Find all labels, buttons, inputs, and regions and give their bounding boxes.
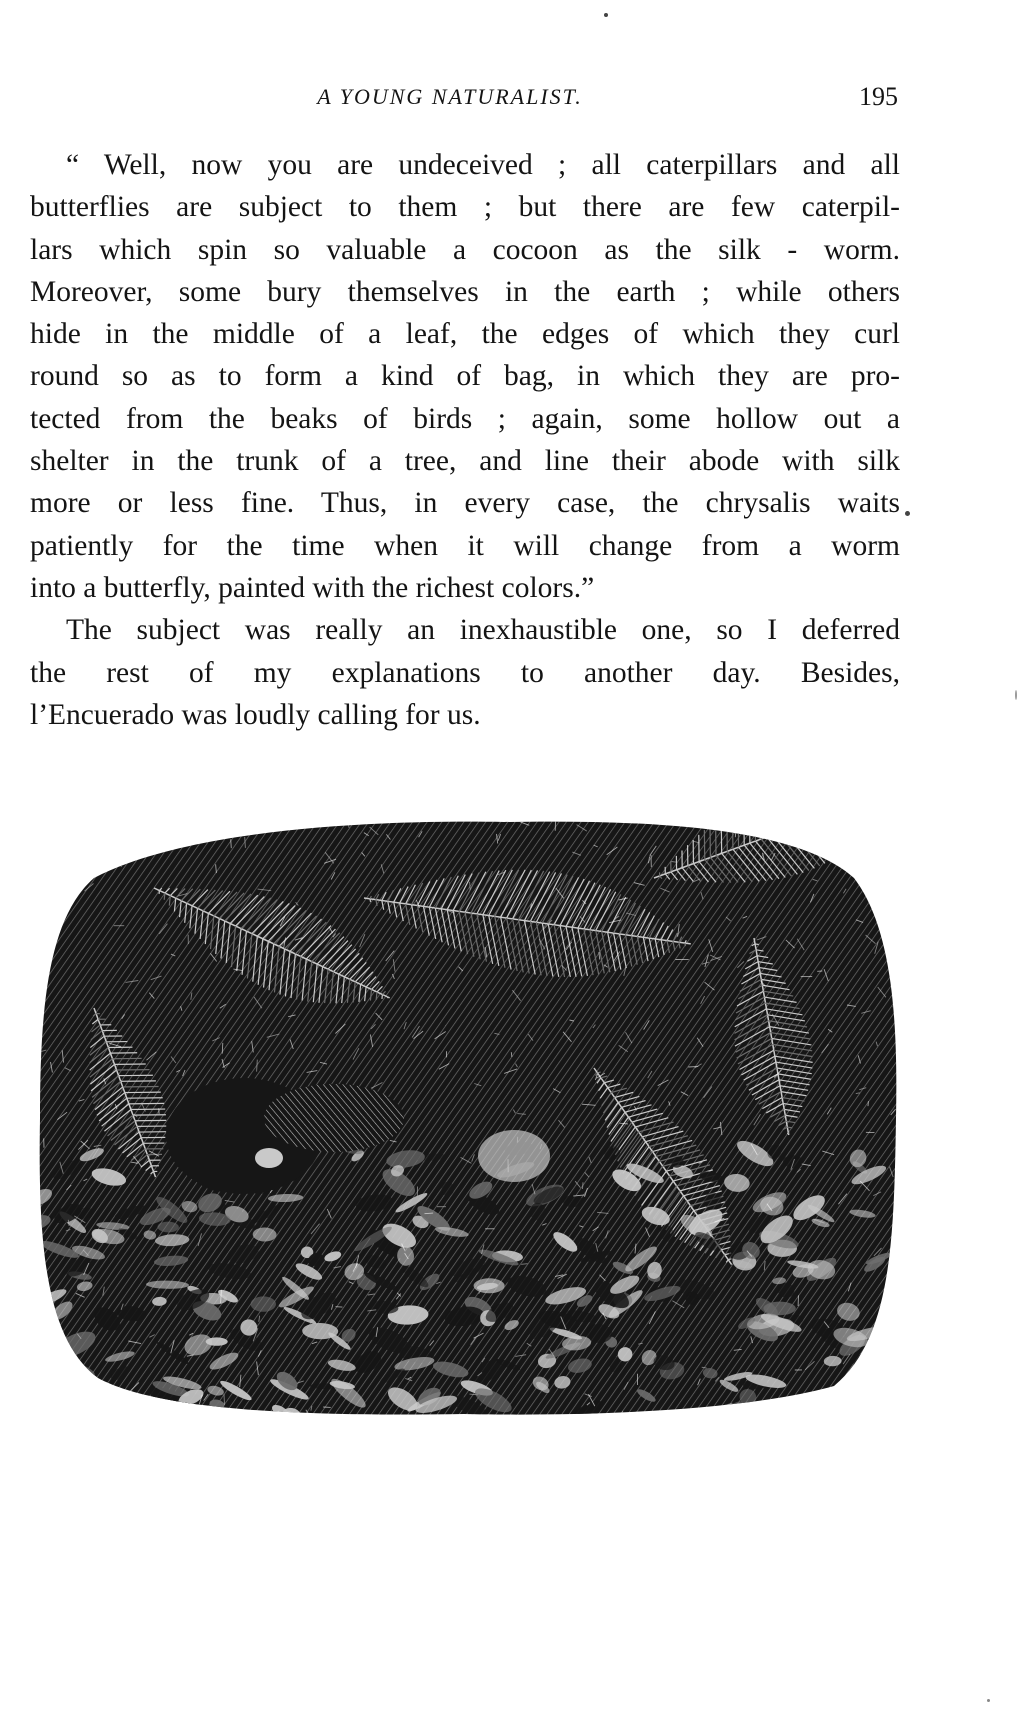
running-title: A YOUNG NATURALIST. xyxy=(317,84,583,109)
text-line: l’Encuerado was loudly calling for us. xyxy=(30,698,481,731)
running-head xyxy=(30,82,900,122)
page-number: 195 xyxy=(859,82,898,111)
text-line: The subject was really an inexhaustible one, so I deferred xyxy=(66,614,900,647)
paper-speck xyxy=(1015,690,1017,700)
engraving-illustration xyxy=(34,818,900,1416)
text-line: hide in the middle of a leaf, the edges of which they curl xyxy=(30,318,900,351)
text-line: patiently for the time when it will change from a worm xyxy=(30,529,900,562)
body-text xyxy=(30,144,900,736)
text-line: “ Well, now you are undeceived ; all caterpillars and all xyxy=(66,149,900,181)
text-line: Moreover, some bury themselves in the earth ; while others xyxy=(30,275,900,308)
paragraph-2 xyxy=(30,609,900,736)
text-line: lars which spin so valuable a cocoon as the silk - worm. xyxy=(30,233,900,266)
paragraph-1 xyxy=(30,144,900,609)
text-line: butterflies are subject to them ; but there are few caterpil- xyxy=(30,191,900,224)
text-line: round so as to form a kind of bag, in which they are pro- xyxy=(30,360,900,393)
text-line: tected from the beaks of birds ; again, some hollow out a xyxy=(30,402,900,435)
paper-speck xyxy=(604,13,608,17)
text-line: more or less fine. Thus, in every case, the chrysalis waits xyxy=(30,487,900,520)
text-line: shelter in the trunk of a tree, and line their abode with silk xyxy=(30,445,900,478)
text-line: the rest of my explanations to another day. Besides, xyxy=(30,656,900,689)
text-line: into a butterfly, painted with the richest colors.” xyxy=(30,571,595,604)
paper-speck xyxy=(987,1699,990,1702)
paper-speck xyxy=(905,511,910,516)
